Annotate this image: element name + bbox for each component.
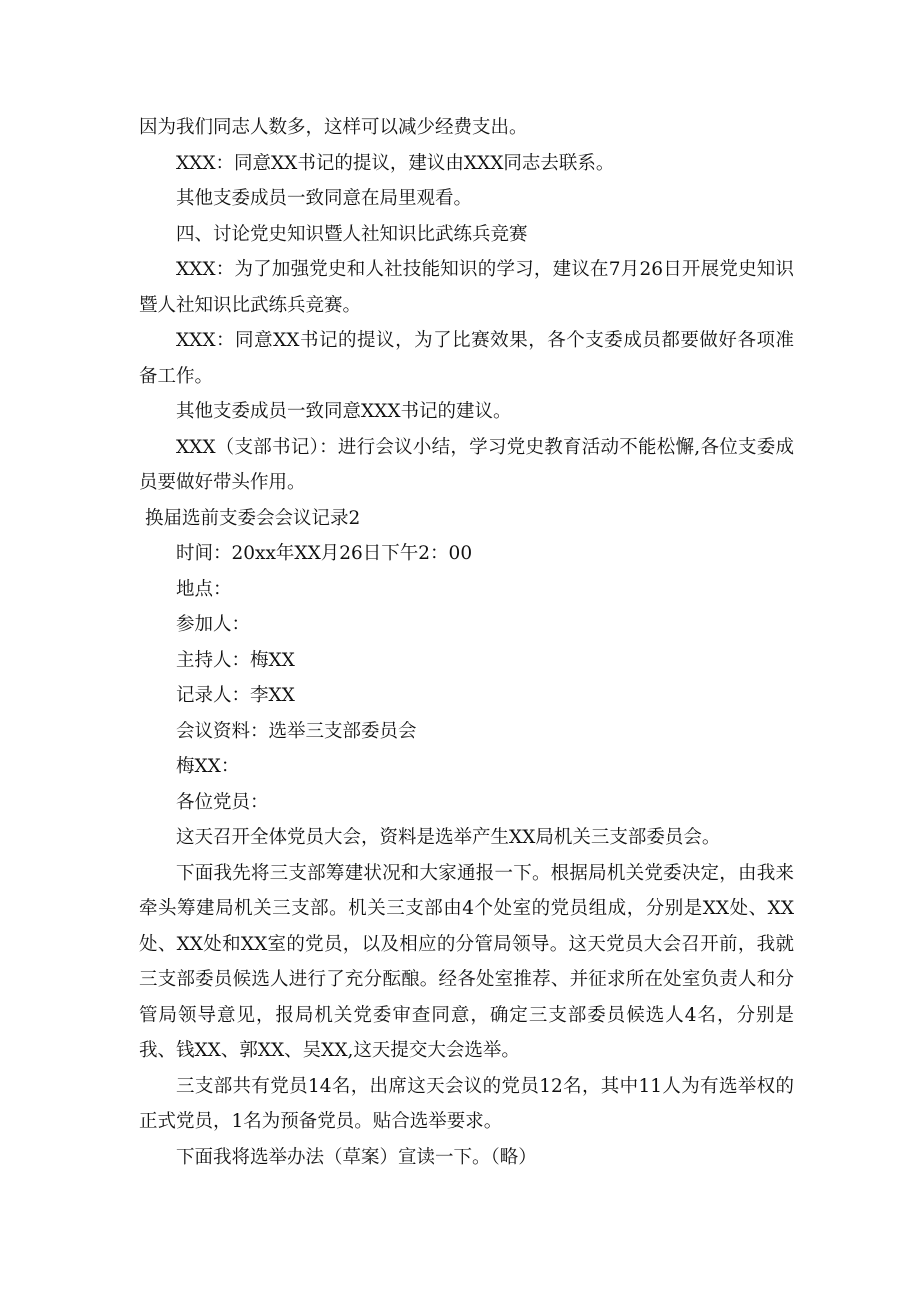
document-title: 换届选前支委会会议记录2 [145, 507, 361, 529]
paragraph: XXX：为了加强党史和人社技能知识的学习，建议在7月26日开展党史知识暨人社知识比武练兵竞赛。 [139, 259, 794, 316]
paragraph: 下面我将选举办法（草案）宣读一下。（略） [176, 1146, 537, 1168]
meeting-host: 主持人：梅XX [176, 649, 295, 671]
meeting-attendees: 参加人： [176, 614, 251, 635]
paragraph: 其他支委成员一致同意在局里观看。 [176, 188, 473, 209]
paragraph: 下面我先将三支部筹建状况和大家通报一下。根据局机关党委决定，由我来牵头筹建局机关三支部。机关三支部由4个处室的党员组成，分别是XX处、XX处、XX处和XX室的党员，以及相应的分管局领导。这天党员大会召开前，我就三支部委员候选人进行了充分酝酿。经各处室推荐、并征求所在处室负责人和分管局领导意见，报局机关党委审查同意，确定三支部委员候选人4名，分别是我、钱XX、郭XX、吴XX,这天提交大会选举。 [139, 862, 794, 1061]
section-heading: 四、讨论党史知识暨人社知识比武练兵竞赛 [176, 223, 528, 245]
meeting-materials: 会议资料：选举三支部委员会 [176, 720, 417, 742]
meeting-recorder: 记录人：李XX [176, 685, 295, 706]
paragraph: 这天召开全体党员大会，资料是选举产生XX局机关三支部委员会。 [176, 827, 721, 848]
meeting-time: 时间：20xx年XX月26日下午2：00 [176, 543, 473, 564]
paragraph: 其他支委成员一致同意XXX书记的建议。 [176, 401, 512, 422]
meeting-location: 地点： [176, 578, 232, 600]
salutation: 各位党员： [176, 791, 269, 813]
paragraph: XXX（支部书记）：进行会议小结，学习党史教育活动不能松懈,各位支委成员要做好带头作用。 [139, 436, 794, 493]
document-body [139, 110, 794, 1175]
paragraph: 因为我们同志人数多，这样可以减少经费支出。 [139, 117, 528, 138]
paragraph: XXX：同意XX书记的提议，建议由XXX同志去联系。 [176, 152, 615, 174]
speaker-label: 梅XX： [176, 756, 240, 777]
paragraph: 三支部共有党员14名，出席这天会议的党员12名，其中11人为有选举权的正式党员，1名为预备党员。贴合选举要求。 [139, 1075, 794, 1132]
paragraph: XXX：同意XX书记的提议，为了比赛效果，各个支委成员都要做好各项准备工作。 [139, 330, 794, 387]
